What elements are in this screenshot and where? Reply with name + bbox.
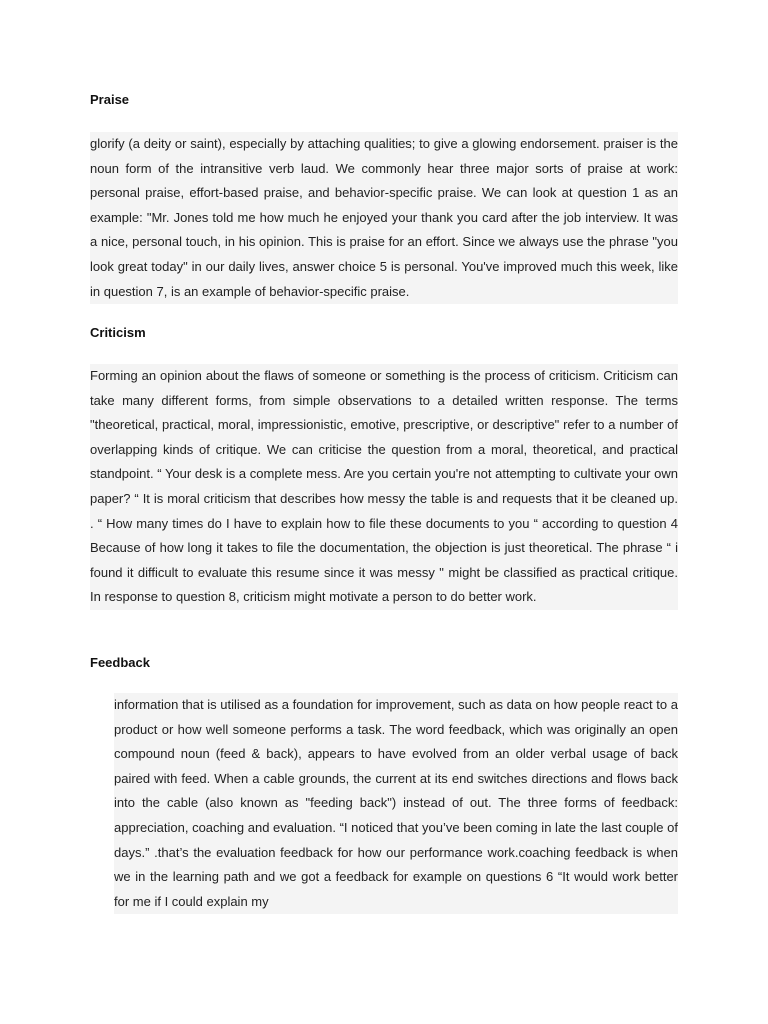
section-heading-praise: Praise [90,92,130,107]
section-body-feedback: information that is utilised as a foundation for improvement, such as data on how people react to a product or how well someone performs a task. The word feedback, which was originally an open compound noun (feed & back), appears to have evolved from an older verbal usage of back paired with feed. When a cable grounds, the current at its end switches directions and flows back into the cable (also known as "feeding back") instead of out. The three forms of feedback: appreciation, coaching and evaluation. “I noticed that you’ve been coming in late the last couple of days.” .that’s the evaluation feedback for how our performance work.coaching feedback is when we in the learning path and we got a feedback for example on questions 6 “It would work better for me if I could explain my [114,693,678,914]
section-heading-feedback: Feedback [90,655,150,670]
section-body-praise: glorify (a deity or saint), especially by attaching qualities; to give a glowing endorsement. praiser is the noun form of the intransitive verb laud. We commonly hear three major sorts of praise at work: personal praise, effort-based praise, and behavior-specific praise. We can look at question 1 as an example: "Mr. Jones told me how much he enjoyed your thank you card after the job interview. It was a nice, personal touch, in his opinion. This is praise for an effort. Since we always use the phrase "you look great today" in our daily lives, answer choice 5 is personal. You've improved much this week, like in question 7, is an example of behavior-specific praise. [90,132,678,304]
section-body-criticism: Forming an opinion about the flaws of someone or something is the process of criticism. Criticism can take many different forms, from simple observations to a detailed written response. The terms "theoretical, practical, moral, impressionistic, emotive, prescriptive, or descriptive" refer to a number of overlapping kinds of critique. We can criticise the question from a moral, theoretical, and practical standpoint. “ Your desk is a complete mess. Are you certain you're not attempting to cultivate your own paper? “ It is moral criticism that describes how messy the table is and requests that it be cleaned up. . “ How many times do I have to explain how to file these documents to you “ according to question 4 Because of how long it takes to file the documentation, the objection is just theoretical. The phrase “ i found it difficult to evaluate this resume since it was messy " might be classified as practical critique. In response to question 8, criticism might motivate a person to do better work. [90,364,678,610]
section-heading-criticism: Criticism [90,325,146,340]
